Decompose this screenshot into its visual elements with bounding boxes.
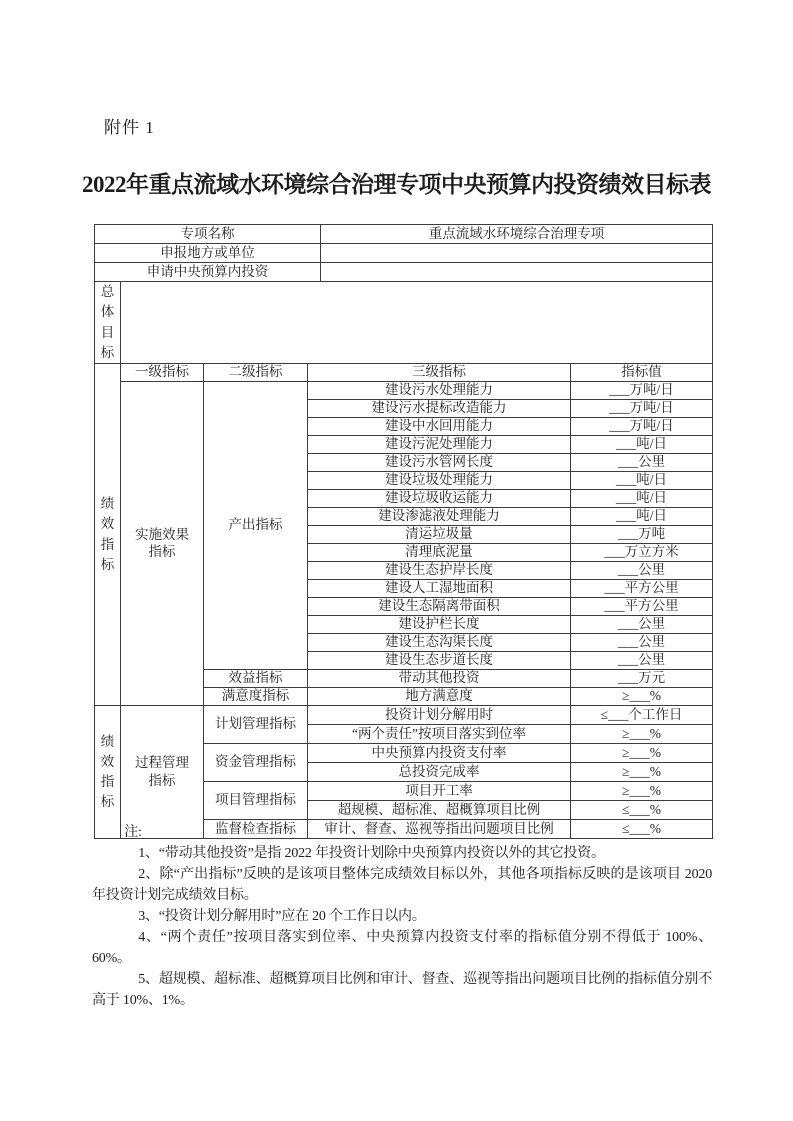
header-l3-cell: 三级指标 xyxy=(308,364,571,382)
fund-mgmt-l2-cell: 资金管理指标 xyxy=(204,744,308,782)
indicator-name-cell: 审计、督查、巡视等指出问题项目比例 xyxy=(308,820,571,839)
indicator-name-cell: 总投资完成率 xyxy=(308,763,571,782)
project-mgmt-l2-cell: 项目管理指标 xyxy=(204,782,308,820)
indicator-name-cell: 建设污水提标改造能力 xyxy=(308,400,571,418)
indicator-name-cell: 超规模、超标准、超概算项目比例 xyxy=(308,801,571,820)
indicator-value-cell: ≥___% xyxy=(571,763,713,782)
overall-goal-label: 总体目标 xyxy=(100,284,115,360)
indicator-name-cell: 建设中水回用能力 xyxy=(308,418,571,436)
indicator-grid-table xyxy=(94,363,713,839)
indicator-name-cell: 建设垃圾处理能力 xyxy=(308,472,571,490)
indicator-value-cell: ___吨/日 xyxy=(571,508,713,526)
indicator-value-cell: ___公里 xyxy=(571,454,713,472)
notes-section xyxy=(92,822,712,1011)
effect-l1-label: 实施效果指标 xyxy=(135,526,189,560)
indicator-name-cell: 建设垃圾收运能力 xyxy=(308,490,571,508)
effect-l1-cell xyxy=(121,382,204,706)
process-l1-cell xyxy=(121,706,204,839)
indicator-value-cell: ≤___% xyxy=(571,820,713,839)
process-l1-label: 过程管理指标 xyxy=(135,755,189,788)
indicator-value-cell: ___万吨/日 xyxy=(571,382,713,400)
indicator-value-cell: ≥___% xyxy=(571,782,713,801)
indicator-name-cell: 清理底泥量 xyxy=(308,544,571,562)
benefit-l2-cell: 效益指标 xyxy=(204,670,308,688)
indicator-value-cell: ___公里 xyxy=(571,634,713,652)
attachment-label: 附件 1 xyxy=(104,118,155,137)
info-row-requested-investment xyxy=(95,263,713,282)
info-label-cell: 申请中央预算内投资 xyxy=(95,263,321,282)
overall-goal-label-cell xyxy=(95,282,121,364)
header-value-cell: 指标值 xyxy=(571,364,713,382)
indicator-name-cell: 建设生态隔离带面积 xyxy=(308,598,571,616)
satisfaction-l2-cell: 满意度指标 xyxy=(204,688,308,706)
indicator-value-cell: ___万吨 xyxy=(571,526,713,544)
performance-section-label: 绩效指标 xyxy=(100,496,115,572)
info-value-cell xyxy=(321,244,713,263)
indicator-name-cell: 地方满意度 xyxy=(308,688,571,706)
note-item-5: 5、超规模、超标准、超概算项目比例和审计、督查、巡视等指出问题项目比例的指标值分别不高于 10%、1%。 xyxy=(92,972,712,1008)
header-l2-cell: 二级指标 xyxy=(204,364,308,382)
indicator-value-cell: ___公里 xyxy=(571,652,713,670)
indicator-name-cell: 建设污泥处理能力 xyxy=(308,436,571,454)
process-row xyxy=(95,706,713,725)
info-value-cell xyxy=(321,263,713,282)
note-item-1: 1、“带动其他投资”是指 2022 年投资计划除中央预算内投资以外的其它投资。 xyxy=(138,846,605,861)
indicator-name-cell: 中央预算内投资支付率 xyxy=(308,744,571,763)
header-l1-cell: 一级指标 xyxy=(121,364,204,382)
indicator-name-cell: 建设污水处理能力 xyxy=(308,382,571,400)
info-label-cell: 专项名称 xyxy=(95,225,321,244)
indicator-name-cell: “两个责任”按项目落实到位率 xyxy=(308,725,571,744)
performance-section-cell xyxy=(95,706,121,839)
indicator-value-cell: ___万吨/日 xyxy=(571,400,713,418)
overall-goal-value-cell xyxy=(121,282,713,364)
output-row xyxy=(95,382,713,400)
indicator-name-cell: 建设人工湿地面积 xyxy=(308,580,571,598)
indicator-value-cell: ___万吨/日 xyxy=(571,418,713,436)
indicator-value-cell: ≥___% xyxy=(571,725,713,744)
notes-label: 注: xyxy=(124,825,142,840)
performance-target-table xyxy=(94,224,712,839)
indicator-value-cell: ≥___% xyxy=(571,688,713,706)
indicator-value-cell: ≤___个工作日 xyxy=(571,706,713,725)
overall-goal-row xyxy=(95,282,713,364)
indicator-name-cell: 清运垃圾量 xyxy=(308,526,571,544)
grid-header-row xyxy=(95,364,713,382)
indicator-name-cell: 建设污水管网长度 xyxy=(308,454,571,472)
output-l2-cell: 产出指标 xyxy=(204,382,308,670)
indicator-name-cell: 建设生态护岸长度 xyxy=(308,562,571,580)
indicator-value-cell: ___万元 xyxy=(571,670,713,688)
plan-mgmt-l2-cell: 计划管理指标 xyxy=(204,706,308,744)
indicator-name-cell: 项目开工率 xyxy=(308,782,571,801)
performance-section-label: 绩效指标 xyxy=(100,733,115,810)
indicator-value-cell: ≥___% xyxy=(571,744,713,763)
supervision-l2-cell: 监督检查指标 xyxy=(204,820,308,839)
document-title: 2022年重点流域水环境综合治理专项中央预算内投资绩效目标表 xyxy=(82,172,711,197)
info-row-project-name xyxy=(95,225,713,244)
indicator-value-cell: ___吨/日 xyxy=(571,472,713,490)
performance-section-cell xyxy=(95,364,121,706)
note-item-4: 4、“两个责任”按项目落实到位率、中央预算内投资支付率的指标值分别不得低于 100%、60%。 xyxy=(92,930,712,966)
indicator-value-cell: ___吨/日 xyxy=(571,436,713,454)
indicator-value-cell: ___吨/日 xyxy=(571,490,713,508)
indicator-value-cell: ___万立方米 xyxy=(571,544,713,562)
indicator-value-cell: ___平方公里 xyxy=(571,580,713,598)
note-item-3: 3、“投资计划分解用时”应在 20 个工作日以内。 xyxy=(138,909,426,924)
indicator-value-cell: ___平方公里 xyxy=(571,598,713,616)
indicator-name-cell: 投资计划分解用时 xyxy=(308,706,571,725)
indicator-name-cell: 建设生态沟渠长度 xyxy=(308,634,571,652)
info-label-cell: 申报地方或单位 xyxy=(95,244,321,263)
indicator-name-cell: 带动其他投资 xyxy=(308,670,571,688)
info-row-applicant xyxy=(95,244,713,263)
info-table xyxy=(94,224,713,364)
indicator-name-cell: 建设护栏长度 xyxy=(308,616,571,634)
indicator-name-cell: 建设生态步道长度 xyxy=(308,652,571,670)
indicator-name-cell: 建设渗滤液处理能力 xyxy=(308,508,571,526)
indicator-value-cell: ≤___% xyxy=(571,801,713,820)
indicator-value-cell: ___公里 xyxy=(571,562,713,580)
indicator-value-cell: ___公里 xyxy=(571,616,713,634)
info-value-cell: 重点流域水环境综合治理专项 xyxy=(321,225,713,244)
note-item-2: 2、除“产出指标”反映的是该项目整体完成绩效目标以外，其他各项指标反映的是该项目 2020 年投资计划完成绩效目标。 xyxy=(92,867,712,903)
